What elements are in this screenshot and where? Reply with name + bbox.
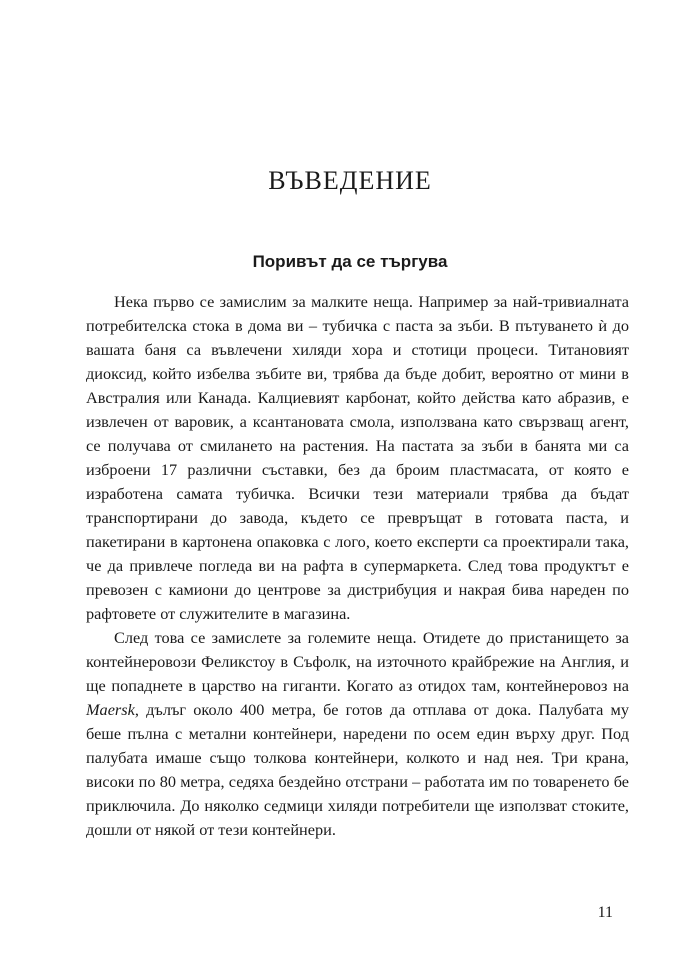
chapter-title: ВЪВЕДЕНИЕ — [268, 166, 432, 195]
section-title: Поривът да се търгува — [252, 252, 448, 271]
paragraph-2-part-2: , дълъг около 400 метра, бе готов да отплава от дока. Палубата му беше пълна с метални контейнери, наредени по осем един върху друг. Под палубата имаше също толкова контейнери, колкото и над нея. Три крана, високи по 80 метра, седяха бездейно отстрани – работата им по товаренето бе приключила. До няколко седмици хиляди потребители ще използват стоките, дошли от някой от тези контейнери. — [86, 700, 629, 839]
paragraph-2 — [86, 626, 629, 842]
ship-name-emphasis: Maersk — [86, 700, 135, 719]
page-number: 11 — [597, 904, 613, 921]
paragraph-1: Нека първо се замислим за малките неща. Например за най-тривиалната потребителска стока в дома ви – тубичка с паста за зъби. В пътуването ѝ до вашата баня са въвлечени хиляди хора и стотици процеси. Титановият диоксид, който избелва зъбите ви, трябва да бъде добит, вероятно от мини в Австралия или Канада. Калциевият карбонат, който действа като абразив, е извлечен от варовик, а ксантановата смола, използвана като свързващ агент, се получава от смилането на растения. На пастата за зъби в банята ми са изброени 17 различни съставки, без да броим пластмасата, от която е изработена самата тубичка. Всички тези материали трябва да бъдат транспортирани до завода, където се превръщат в готовата паста, и пакетирани в картонена опаковка с лого, което експерти са проектирали така, че да привлече погледа ви на рафта в супермаркета. След това продуктът е превозен с камиони до центрове за дистрибуция и накрая бива нареден по рафтовете от служителите в магазина. — [86, 292, 629, 623]
body-text — [86, 290, 629, 842]
paragraph-2-part-1: След това се замислете за големите неща. Отидете до пристанището за контейнеровози Феликстоу в Съфолк, на източното крайбрежие на Англия, и ще попаднете в царство на гиганти. Когато аз отидох там, контейнеровоз на — [86, 628, 629, 695]
